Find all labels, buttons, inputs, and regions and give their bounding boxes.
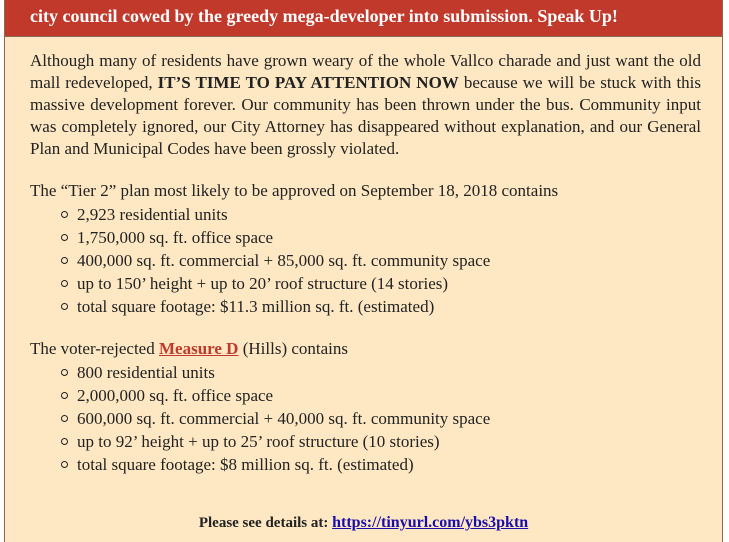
measure-d-lead-text-1: The voter-rejected	[30, 339, 159, 358]
article-panel	[4, 0, 723, 542]
headline-text: city council cowed by the greedy mega-developer into submission. Speak Up!	[30, 6, 618, 26]
list-item: total square footage: $8 million sq. ft. (estimated)	[77, 453, 701, 476]
list-item: 2,923 residential units	[77, 203, 701, 226]
list-item: 2,000,000 sq. ft. office space	[77, 384, 701, 407]
list-item: 800 residential units	[77, 361, 701, 384]
measure-d-lead	[30, 338, 701, 360]
list-item: up to 92’ height + up to 25’ roof structure (10 stories)	[77, 430, 701, 453]
details-label: Please see details at:	[198, 515, 333, 531]
details-link[interactable]: https://tinyurl.com/ybs3pktn	[332, 514, 529, 531]
measure-d-link[interactable]: Measure D	[158, 339, 239, 358]
measure-d-lead-text-2: (Hills) contains	[238, 339, 349, 358]
measure-d-list	[30, 361, 701, 476]
intro-text-1: Although many of residents have grown weary of the whole Vallco charade and just want the old mall redeveloped,	[30, 51, 701, 92]
intro-text-2: because we will be stuck with this massive development forever. Our community has been thrown under the bus. Community input was completely ignored, our City Attorney has disappeared without explanation, and our General Plan and Municipal Codes have been grossly violated.	[30, 73, 701, 158]
list-item: up to 150’ height + up to 20’ roof structure (14 stories)	[77, 272, 701, 295]
list-item: 400,000 sq. ft. commercial + 85,000 sq. ft. community space	[77, 249, 701, 272]
intro-emphasis: IT’S TIME TO PAY ATTENTION NOW	[157, 73, 459, 92]
list-item: total square footage: $11.3 million sq. ft. (estimated)	[77, 295, 701, 318]
details-footer	[5, 514, 722, 532]
article-body	[30, 50, 701, 496]
list-item: 600,000 sq. ft. commercial + 40,000 sq. ft. community space	[77, 407, 701, 430]
intro-paragraph	[30, 50, 701, 160]
tier2-lead: The “Tier 2” plan most likely to be approved on September 18, 2018 contains	[30, 181, 559, 200]
headline-banner	[5, 0, 722, 37]
tier2-list	[30, 203, 701, 318]
list-item: 1,750,000 sq. ft. office space	[77, 226, 701, 249]
